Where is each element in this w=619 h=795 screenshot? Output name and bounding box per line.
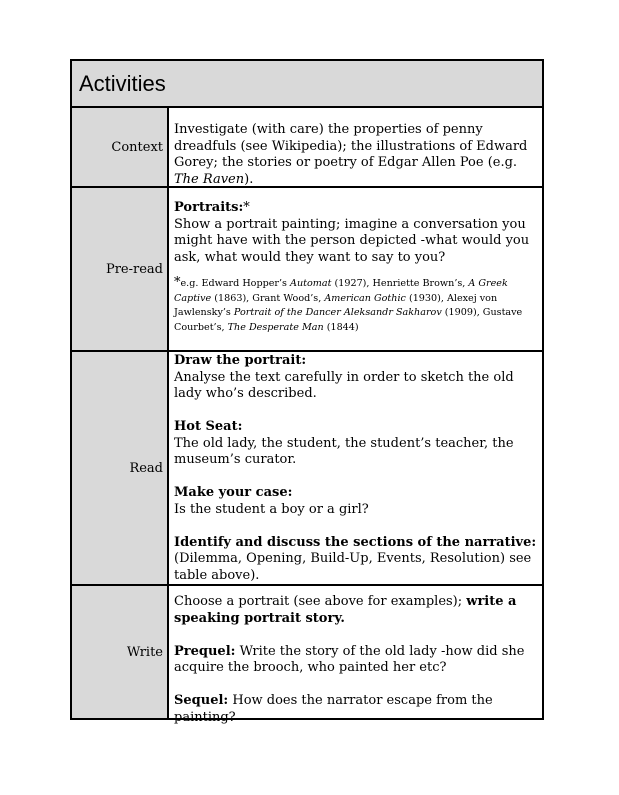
draw-portrait-body: Analyse the text carefully in order to sketch the old lady who’s described. [174, 369, 514, 401]
footnote-text: (1863), Grant Wood’s, [211, 292, 325, 304]
context-content [169, 108, 542, 186]
footnote-title-automat: Automat [290, 278, 332, 289]
portraits-footnote [174, 276, 538, 335]
draw-portrait-heading: Draw the portrait: [174, 353, 307, 368]
portraits-asterisk: * [243, 200, 250, 215]
footnote-text: e.g. Edward Hopper’s [180, 278, 291, 289]
footnote-asterisk: * [174, 275, 181, 290]
context-text-end: ). [244, 171, 254, 187]
pre-read-content [169, 188, 542, 350]
footnote-title-sakharov: Portrait of the Dancer Aleksandr Sakharov [233, 307, 442, 318]
make-case-heading: Make your case: [174, 485, 293, 500]
row-label-read: Read [72, 352, 169, 584]
sequel-body: How does the narrator escape from the painting? [174, 693, 493, 725]
footnote-title-desperate-man: The Desperate Man [227, 321, 324, 333]
footnote-title-american-gothic: American Gothic [324, 292, 406, 304]
table-row-write [72, 586, 542, 725]
footnote-title-greek-captive: A Greek Captive [174, 278, 508, 304]
read-content [169, 352, 542, 584]
hot-seat-heading: Hot Seat: [174, 419, 243, 434]
row-label-write: Write [72, 586, 169, 718]
identify-sections-heading: Identify and discuss the sections of the narrative: [174, 534, 537, 550]
identify-sections-body: (Dilemma, Opening, Build-Up, Events, Resolution) see table above). [174, 551, 532, 583]
make-case-body: Is the student a boy or a girl? [174, 501, 369, 517]
table-row-context [72, 108, 542, 188]
table-row-pre-read [72, 188, 542, 352]
context-text: Investigate (with care) the properties of penny dreadfuls (see Wikipedia); the illustrations of Edward Gorey; the stories or poetry of Edgar Allen Poe (e.g. [174, 122, 528, 170]
footnote-text: (1927), Henriette Brown’s, [331, 278, 469, 289]
activities-table [70, 59, 544, 725]
choose-portrait-plain: Choose a portrait (see above for examples); [174, 594, 467, 609]
footnote-text: (1909), Gustave Courbet’s, [174, 307, 523, 333]
choose-portrait-text [174, 594, 538, 627]
portraits-heading: Portraits: [174, 200, 244, 215]
hot-seat-body: The old lady, the student, the student’s teacher, the museum’s curator. [174, 435, 514, 467]
write-content [169, 586, 542, 725]
prequel-heading: Prequel: [174, 643, 236, 659]
table-title: Activities [79, 70, 166, 96]
row-label-pre-read: Pre-read [72, 188, 169, 350]
portraits-body: Show a portrait painting; imagine a conversation you might have with the person depicted -what would you ask, what would they want to say to you? [174, 216, 530, 265]
choose-portrait-bold: write a speaking portrait story. [174, 594, 517, 626]
table-row-read [72, 352, 542, 586]
prequel-text [174, 644, 538, 677]
sequel-heading: Sequel: [174, 693, 229, 708]
table-title-bar [72, 61, 542, 108]
context-raven-title: The Raven [174, 171, 245, 187]
footnote-text: (1844) [323, 321, 359, 333]
prequel-body: Write the story of the old lady -how did she acquire the brooch, who painted her etc? [174, 643, 525, 675]
footnote-text: (1930), Alexej von Jawlensky’s [174, 292, 498, 318]
row-label-context: Context [72, 108, 169, 186]
sequel-text [174, 693, 538, 726]
